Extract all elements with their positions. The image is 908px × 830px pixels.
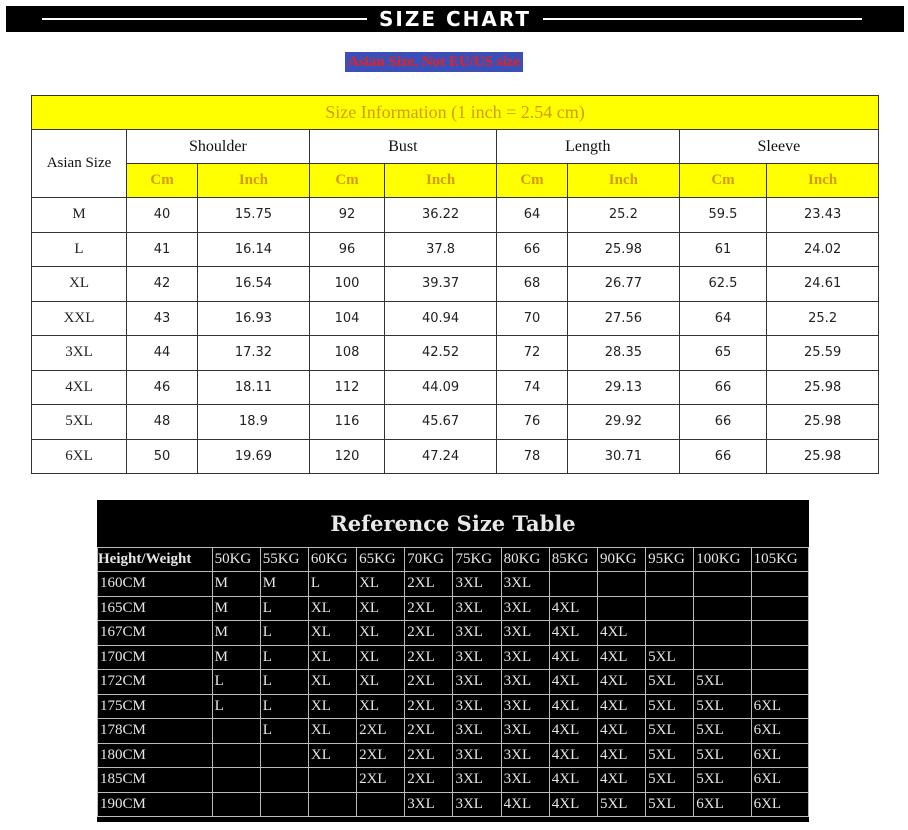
measurement-cell: 23.43 [767,198,879,233]
measurement-cell: 16.14 [198,232,310,267]
size-suggestion-cell [694,572,751,597]
table-row [98,719,809,744]
measurement-cell: 46 [127,370,198,405]
height-cell: 167CM [98,621,213,646]
size-suggestion-cell: 3XL [501,719,549,744]
unit-cm: Cm [309,164,384,198]
size-suggestion-cell: 5XL [646,792,694,817]
measurement-cell: 44.09 [385,370,497,405]
size-suggestion-cell: 3XL [501,768,549,793]
weight-header: 95KG [646,548,694,572]
size-cell: 6XL [32,439,127,474]
size-suggestion-cell: 4XL [549,670,597,695]
size-suggestion-cell: L [308,572,356,597]
size-suggestion-cell: 4XL [501,792,549,817]
size-suggestion-cell: 3XL [453,645,501,670]
measurement-cell: 100 [309,267,384,302]
size-suggestion-cell: 3XL [501,621,549,646]
size-suggestion-cell: 6XL [751,719,808,744]
height-weight-corner: Height/Weight [98,548,213,572]
table-row [32,439,879,474]
measurement-cell: 72 [496,336,567,371]
size-suggestion-cell: 3XL [501,645,549,670]
reference-header-row [98,548,809,572]
size-suggestion-cell: 4XL [549,621,597,646]
height-cell: 175CM [98,694,213,719]
measurement-cell: 29.92 [568,405,680,440]
size-suggestion-cell: 3XL [453,719,501,744]
measurement-cell: 66 [679,370,767,405]
size-suggestion-cell: 2XL [405,670,453,695]
size-cell: L [32,232,127,267]
size-suggestion-cell: 4XL [597,719,645,744]
size-suggestion-cell: 5XL [694,694,751,719]
size-suggestion-cell [751,572,808,597]
size-suggestion-cell [751,596,808,621]
size-suggestion-cell: 4XL [597,670,645,695]
height-cell: 190CM [98,792,213,817]
measurement-cell: 25.2 [767,301,879,336]
size-suggestion-cell: 5XL [646,694,694,719]
size-suggestion-cell: 2XL [405,645,453,670]
size-suggestion-cell: L [260,694,308,719]
size-suggestion-cell [308,792,356,817]
size-suggestion-cell: 3XL [405,792,453,817]
weight-header: 75KG [453,548,501,572]
size-suggestion-cell [357,792,405,817]
measurement-cell: 78 [496,439,567,474]
measurement-cell: 74 [496,370,567,405]
size-suggestion-cell: 4XL [549,792,597,817]
height-cell: 178CM [98,719,213,744]
table-row [98,670,809,695]
size-suggestion-cell: 5XL [646,768,694,793]
weight-header: 80KG [501,548,549,572]
measurement-cell: 61 [679,232,767,267]
size-suggestion-cell: M [212,621,260,646]
unit-inch: Inch [568,164,680,198]
size-suggestion-cell: XL [357,645,405,670]
measurement-cell: 116 [309,405,384,440]
size-suggestion-cell: M [212,645,260,670]
measurement-cell: 64 [496,198,567,233]
size-suggestion-cell: 2XL [405,719,453,744]
size-suggestion-cell: 5XL [694,768,751,793]
size-suggestion-cell: XL [357,694,405,719]
size-suggestion-cell: 2XL [405,694,453,719]
table-row [32,301,879,336]
table-row [32,198,879,233]
measurement-cell: 104 [309,301,384,336]
size-cell: XXL [32,301,127,336]
measurement-cell: 68 [496,267,567,302]
size-cell: M [32,198,127,233]
measurement-cell: 18.11 [198,370,310,405]
measurement-cell: 26.77 [568,267,680,302]
size-suggestion-cell: 5XL [694,743,751,768]
measurement-cell: 25.98 [767,405,879,440]
size-suggestion-cell: 6XL [751,694,808,719]
measurement-cell: 47.24 [385,439,497,474]
size-suggestion-cell: XL [308,743,356,768]
size-suggestion-cell [260,743,308,768]
measurement-cell: 48 [127,405,198,440]
size-rows [32,198,879,474]
size-suggestion-cell: 4XL [597,621,645,646]
measurement-cell: 65 [679,336,767,371]
banner-title: SIZE CHART [367,7,543,31]
size-suggestion-cell: XL [308,670,356,695]
unit-cm: Cm [496,164,567,198]
size-suggestion-cell: 3XL [453,768,501,793]
size-suggestion-cell: XL [308,719,356,744]
table-row [32,405,879,440]
size-suggestion-cell [694,596,751,621]
size-suggestion-cell: 5XL [646,743,694,768]
size-suggestion-cell: 2XL [357,768,405,793]
weight-header: 85KG [549,548,597,572]
table-row [32,267,879,302]
size-suggestion-cell [549,572,597,597]
size-suggestion-cell: 5XL [646,670,694,695]
size-suggestion-cell: 3XL [453,743,501,768]
unit-inch: Inch [385,164,497,198]
height-cell: 172CM [98,670,213,695]
measurement-cell: 15.75 [198,198,310,233]
size-suggestion-cell [751,621,808,646]
size-suggestion-cell: 6XL [751,743,808,768]
table-row [32,232,879,267]
measurement-cell: 112 [309,370,384,405]
measurement-cell: 45.67 [385,405,497,440]
size-suggestion-cell [694,621,751,646]
measurement-cell: 70 [496,301,567,336]
group-bust: Bust [309,130,496,164]
size-suggestion-cell [597,596,645,621]
group-shoulder: Shoulder [127,130,310,164]
size-suggestion-cell [751,645,808,670]
size-suggestion-cell: 2XL [405,743,453,768]
size-suggestion-cell [212,792,260,817]
table-row [32,370,879,405]
table-row [32,336,879,371]
measurement-cell: 41 [127,232,198,267]
size-suggestion-cell [212,743,260,768]
measurement-cell: 25.98 [767,439,879,474]
measurement-cell: 30.71 [568,439,680,474]
size-cell: XL [32,267,127,302]
measurement-cell: 36.22 [385,198,497,233]
size-suggestion-cell: XL [357,596,405,621]
table-row [98,694,809,719]
size-suggestion-cell: 4XL [597,645,645,670]
size-suggestion-cell: XL [357,572,405,597]
measurement-cell: 24.02 [767,232,879,267]
table-row [98,792,809,817]
measurement-cell: 25.2 [568,198,680,233]
height-cell: 165CM [98,596,213,621]
reference-title: Reference Size Table [330,511,576,536]
size-suggestion-cell: 4XL [549,743,597,768]
size-suggestion-cell: L [260,719,308,744]
measurement-cell: 92 [309,198,384,233]
measurement-cell: 37.8 [385,232,497,267]
measurement-cell: 18.9 [198,405,310,440]
measurement-cell: 44 [127,336,198,371]
measurement-cell: 19.69 [198,439,310,474]
size-suggestion-cell: 3XL [453,670,501,695]
size-suggestion-cell [260,792,308,817]
size-suggestion-cell [212,768,260,793]
measurement-cell: 25.98 [568,232,680,267]
table-row [98,572,809,597]
size-suggestion-cell: M [212,572,260,597]
size-suggestion-cell: 3XL [501,572,549,597]
measurement-cell: 120 [309,439,384,474]
size-suggestion-cell: 4XL [597,768,645,793]
measurement-cell: 29.13 [568,370,680,405]
size-suggestion-cell: L [260,670,308,695]
reference-size-table [97,500,809,822]
measurement-cell: 62.5 [679,267,767,302]
size-cell: 5XL [32,405,127,440]
size-suggestion-cell: 3XL [501,596,549,621]
size-suggestion-cell: 4XL [549,694,597,719]
size-suggestion-cell: M [260,572,308,597]
measurement-cell: 16.54 [198,267,310,302]
height-cell: 160CM [98,572,213,597]
size-suggestion-cell: L [260,596,308,621]
measurement-cell: 27.56 [568,301,680,336]
size-suggestion-cell: XL [357,670,405,695]
size-suggestion-cell: 2XL [357,719,405,744]
measurement-cell: 66 [679,439,767,474]
size-suggestion-cell: 3XL [501,670,549,695]
size-suggestion-cell: 4XL [549,768,597,793]
weight-header: 55KG [260,548,308,572]
size-information-header: Size Information (1 inch = 2.54 cm) [32,96,879,130]
table-row [98,596,809,621]
size-suggestion-cell [212,719,260,744]
table-row [98,621,809,646]
size-suggestion-cell: M [212,596,260,621]
banner-title-wrap [6,6,904,32]
size-suggestion-cell: L [212,670,260,695]
size-suggestion-cell [260,768,308,793]
weight-header: 100KG [694,548,751,572]
size-suggestion-cell: L [212,694,260,719]
measurement-cell: 50 [127,439,198,474]
size-suggestion-cell: 5XL [694,719,751,744]
weight-header: 70KG [405,548,453,572]
measurement-cell: 28.35 [568,336,680,371]
table-row [98,645,809,670]
size-suggestion-cell [646,596,694,621]
size-suggestion-cell: 4XL [597,743,645,768]
size-suggestion-cell: 6XL [751,792,808,817]
size-suggestion-cell: 2XL [405,621,453,646]
reference-rows [98,548,809,817]
measurement-cell: 42 [127,267,198,302]
size-suggestion-cell: 2XL [405,572,453,597]
size-cell: 3XL [32,336,127,371]
unit-cm: Cm [679,164,767,198]
size-suggestion-cell: 4XL [549,645,597,670]
measurement-cell: 59.5 [679,198,767,233]
height-cell: 185CM [98,768,213,793]
size-suggestion-cell: 4XL [597,694,645,719]
size-suggestion-cell: 5XL [694,670,751,695]
measurement-cell: 66 [679,405,767,440]
weight-header: 65KG [357,548,405,572]
asian-size-label: Asian Size [32,130,127,198]
measurement-cell: 25.98 [767,370,879,405]
size-suggestion-cell: XL [357,621,405,646]
size-suggestion-cell: 3XL [453,621,501,646]
size-suggestion-cell: 5XL [646,719,694,744]
weight-header: 90KG [597,548,645,572]
measurement-cell: 42.52 [385,336,497,371]
size-suggestion-cell: XL [308,621,356,646]
measurement-cell: 40 [127,198,198,233]
measurement-cell: 66 [496,232,567,267]
size-suggestion-cell: 4XL [549,719,597,744]
measurement-cell: 40.94 [385,301,497,336]
size-suggestion-cell: XL [308,645,356,670]
height-cell: 180CM [98,743,213,768]
table-row [98,768,809,793]
table-row [98,743,809,768]
unit-cm: Cm [127,164,198,198]
size-cell: 4XL [32,370,127,405]
size-information-table [31,95,879,474]
size-suggestion-cell: 2XL [405,768,453,793]
unit-inch: Inch [767,164,879,198]
size-suggestion-cell: 5XL [646,645,694,670]
size-suggestion-cell [308,768,356,793]
size-suggestion-cell [597,572,645,597]
weight-header: 50KG [212,548,260,572]
size-suggestion-cell: 3XL [453,572,501,597]
size-suggestion-cell: 2XL [405,596,453,621]
size-suggestion-cell: 3XL [501,743,549,768]
size-chart-banner [6,6,904,32]
measurement-cell: 96 [309,232,384,267]
size-suggestion-cell: 4XL [549,596,597,621]
asian-size-note: Asian Size, Not EU/US size [345,52,523,72]
size-suggestion-cell: 3XL [453,694,501,719]
measurement-cell: 108 [309,336,384,371]
size-suggestion-cell: 2XL [357,743,405,768]
size-suggestion-cell: 3XL [501,694,549,719]
weight-header: 105KG [751,548,808,572]
measurement-cell: 64 [679,301,767,336]
size-suggestion-cell [646,621,694,646]
measurement-cell: 76 [496,405,567,440]
height-cell: 170CM [98,645,213,670]
measurement-cell: 17.32 [198,336,310,371]
measurement-cell: 39.37 [385,267,497,302]
size-suggestion-cell: 5XL [597,792,645,817]
measurement-cell: 43 [127,301,198,336]
size-suggestion-cell: L [260,645,308,670]
size-suggestion-cell: 3XL [453,596,501,621]
measurement-cell: 24.61 [767,267,879,302]
size-suggestion-cell: L [260,621,308,646]
weight-header: 60KG [308,548,356,572]
group-sleeve: Sleeve [679,130,878,164]
size-suggestion-cell [646,572,694,597]
size-suggestion-cell: 3XL [453,792,501,817]
size-suggestion-cell: 6XL [694,792,751,817]
measurement-cell: 16.93 [198,301,310,336]
size-suggestion-cell [694,645,751,670]
unit-inch: Inch [198,164,310,198]
size-suggestion-cell: 6XL [751,768,808,793]
group-length: Length [496,130,679,164]
size-suggestion-cell: XL [308,694,356,719]
reference-grid [97,547,809,817]
size-suggestion-cell [751,670,808,695]
measurement-cell: 25.59 [767,336,879,371]
size-suggestion-cell: XL [308,596,356,621]
